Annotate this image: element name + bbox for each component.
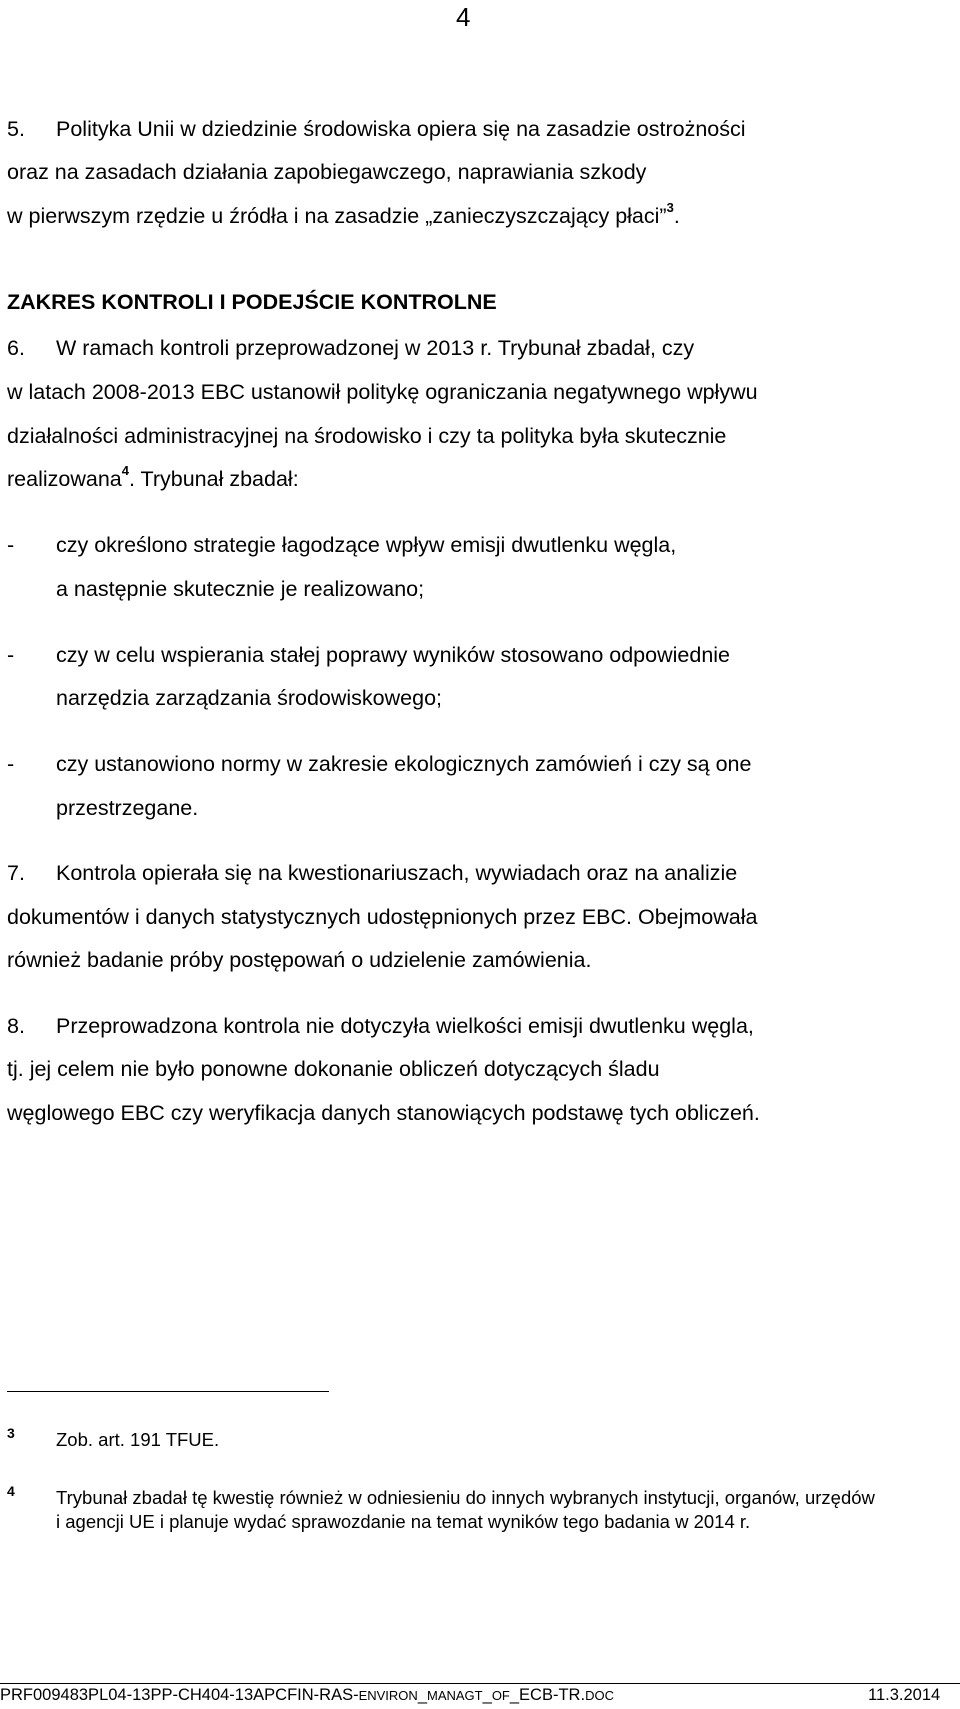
bullet-line: a następnie skutecznie je realizowano; xyxy=(56,577,425,601)
footer-doc-part: ENVIRON xyxy=(358,1688,418,1703)
paragraph-5-end: . xyxy=(673,204,680,228)
paragraph-7-line: Kontrola opierała się na kwestionariuszach, wywiadach oraz na analizie xyxy=(56,861,738,885)
paragraph-5-line: oraz na zasadach działania zapobiegawczego, naprawiania szkody xyxy=(7,160,647,184)
bullet-line: przestrzegane. xyxy=(56,796,199,820)
bullet-line: czy określono strategie łagodzące wpływ emisji dwutlenku węgla, xyxy=(56,533,677,557)
section-heading: ZAKRES KONTROLI I PODEJŚCIE KONTROLNE xyxy=(7,290,497,314)
footer-doc-part: _ xyxy=(417,1686,427,1704)
bullet-dash: - xyxy=(7,643,15,667)
footer-document-id xyxy=(0,1686,614,1705)
footer-doc-part: _ECB-TR. xyxy=(509,1686,586,1704)
footer-date: 11.3.2014 xyxy=(868,1686,941,1704)
paragraph-6-number: 6. xyxy=(7,336,25,360)
paragraph-8-line: tj. jej celem nie było ponowne dokonanie obliczeń dotyczących śladu xyxy=(7,1057,660,1081)
bullet-line: czy ustanowiono normy w zakresie ekologicznych zamówień i czy są one xyxy=(56,752,752,776)
paragraph-5-line-text: w pierwszym rzędzie u źródła i na zasadzie „zanieczyszczający płaci” xyxy=(7,204,667,228)
paragraph-8-line: Przeprowadzona kontrola nie dotyczyła wielkości emisji dwutlenku węgla, xyxy=(56,1014,754,1038)
paragraph-7-line: również badanie próby postępowań o udzielenie zamówienia. xyxy=(7,948,592,972)
footer-doc-part: PRF009483PL04-13PP-CH404-13APCFIN-RAS- xyxy=(0,1686,359,1704)
footnote-text: Zob. art. 191 TFUE. xyxy=(56,1429,220,1450)
paragraph-8-number: 8. xyxy=(7,1014,25,1038)
paragraph-6-last-start: realizowana xyxy=(7,467,122,491)
page-number: 4 xyxy=(456,2,471,32)
bullet-line: czy w celu wspierania stałej poprawy wyników stosowano odpowiednie xyxy=(56,643,731,667)
footer-doc-part: OF xyxy=(491,1688,510,1703)
paragraph-6-line: w latach 2008-2013 EBC ustanowił politykę ograniczania negatywnego wpływu xyxy=(7,380,758,404)
footnote-separator xyxy=(7,1391,329,1392)
paragraph-5-line: Polityka Unii w dziedzinie środowiska opiera się na zasadzie ostrożności xyxy=(56,117,746,141)
paragraph-5-number: 5. xyxy=(7,117,25,141)
paragraph-7-line: dokumentów i danych statystycznych udostępnionych przez EBC. Obejmowała xyxy=(7,905,758,929)
paragraph-6-line xyxy=(7,463,299,492)
paragraph-8-line: węglowego EBC czy weryfikacja danych stanowiących podstawę tych obliczeń. xyxy=(7,1101,760,1125)
paragraph-7-number: 7. xyxy=(7,861,25,885)
footnote-text: Trybunał zbadał tę kwestię również w odniesieniu do innych wybranych instytucji, organów, urzędów i agencji UE i planuje wydać sprawozdanie na temat wyników tego badania w 2014 r. xyxy=(56,1487,875,1532)
paragraph-5-line xyxy=(7,200,680,229)
footer-doc-part: _ xyxy=(482,1686,492,1704)
paragraph-6-last-end: . Trybunał zbadał: xyxy=(128,467,299,491)
footnote-ref-4[interactable]: 4 xyxy=(121,463,129,478)
bullet-dash: - xyxy=(7,752,15,776)
bullet-line: narzędzia zarządzania środowiskowego; xyxy=(56,686,443,710)
paragraph-6-line: W ramach kontroli przeprowadzonej w 2013 r. Trybunał zbadał, czy xyxy=(56,336,695,360)
footnote-mark: 4 xyxy=(7,1483,15,1499)
footnote-ref-3[interactable]: 3 xyxy=(666,200,674,215)
footer-separator xyxy=(0,1683,960,1684)
footer-doc-part: MANAGT xyxy=(427,1688,483,1703)
footer-doc-part: DOC xyxy=(585,1688,614,1703)
paragraph-6-line: działalności administracyjnej na środowisko i czy ta polityka była skutecznie xyxy=(7,424,727,448)
footnote-mark: 3 xyxy=(7,1425,15,1441)
bullet-dash: - xyxy=(7,533,15,557)
